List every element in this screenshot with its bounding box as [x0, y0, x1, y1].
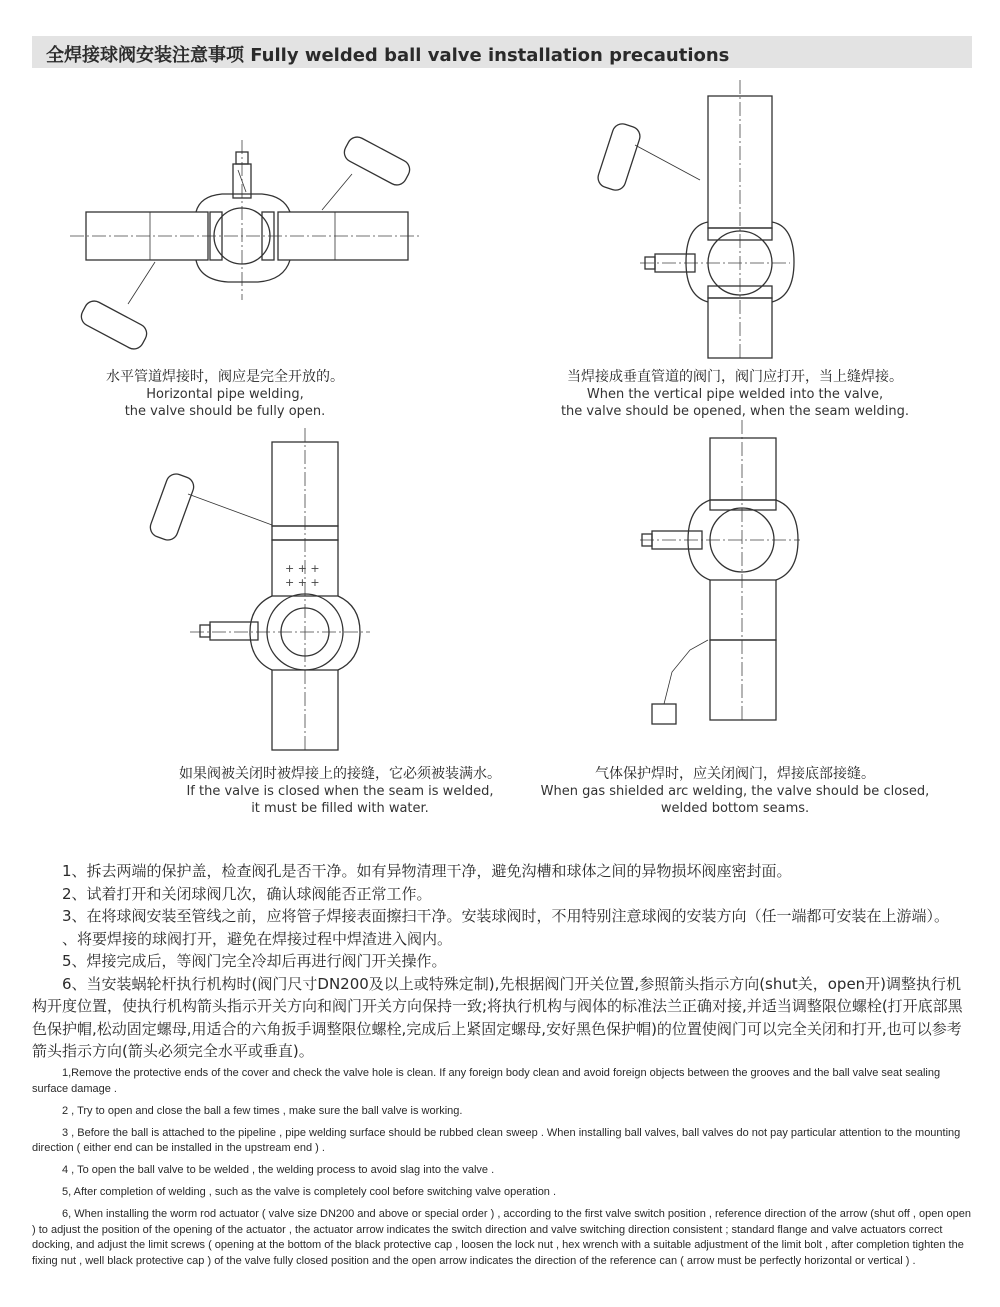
zh-item: 3、在将球阀安装至管线之前，应将管子焊接表面擦扫干净。安装球阀时，不用特别注意球阀的安装方向（任一端都可安装在上游端）。	[62, 907, 950, 925]
caption-en-line-2: welded bottom seams.	[660, 801, 810, 816]
caption-en-line-2: the valve should be fully open.	[124, 404, 326, 419]
caption-en-line-2: it must be filled with water.	[251, 801, 429, 816]
english-instructions	[32, 1066, 974, 1276]
figure-caption-1	[40, 369, 410, 420]
caption-en-line-1: When the vertical pipe welded into the valve,	[586, 387, 884, 402]
figure-caption-3	[130, 766, 550, 817]
svg-text:+ + +: + + +	[285, 562, 320, 575]
en-item: 2 , Try to open and close the ball a few times , make sure the ball valve is working.	[62, 1104, 463, 1117]
chinese-instructions	[32, 860, 972, 1063]
page-title: 全焊接球阀安装注意事项 Fully welded ball valve installation precautions	[46, 45, 730, 66]
figure-gas-shielded-welding-drawing	[640, 420, 800, 724]
caption-en-line-2: the valve should be opened, when the seam welding.	[560, 404, 910, 419]
zh-item: 6、当安装蜗轮杆执行机构时(阀门尺寸DN200及以上或特殊定制),先根据阀门开关位置,参照箭头指示方向(shut关，open开)调整执行机构开度位置，使执行机构箭头指示开关方向和阀门开关方向保持一致;将执行机构与阀体的标准法兰正确对接,并适当调整限位螺栓(打开底部黑色保护帽,松动固定螺母,用适合的六角扳手调整限位螺栓,完成后上紧固定螺母,安好黑色保护帽)的位置使阀门可以完全关闭和打开,也可以参考箭头指示方向(箭头必须完全水平或垂直)。	[32, 974, 963, 1060]
en-item: 1,Remove the protective ends of the cover and check the valve hole is clean. If any foreign body clean and avoid foreign objects between the grooves and the ball valve seat sealing surface damage .	[32, 1067, 941, 1095]
caption-zh: 如果阀被关闭时被焊接上的接缝，它必须被装满水。	[179, 766, 501, 782]
figure-caption-4	[510, 766, 960, 817]
caption-zh: 水平管道焊接时，阀应是完全开放的。	[106, 369, 344, 385]
caption-en-line-1: When gas shielded arc welding, the valve should be closed,	[540, 784, 930, 799]
en-item: 3 , Before the ball is attached to the pipeline , pipe welding surface should be rubbed clean sweep . When installing ball valves, ball valves do not pay particular attention to the mounting direction ( either end can be installed in the upstream end ) .	[32, 1126, 961, 1154]
en-item: 5, After completion of welding , such as the valve is completely cool before switching valve operation .	[62, 1186, 557, 1198]
figure-caption-2	[510, 369, 960, 420]
figure-vertical-pipe-open-drawing	[595, 80, 794, 360]
caption-zh: 当焊接成垂直管道的阀门，阀门应打开，当上缝焊接。	[567, 369, 903, 385]
zh-item: 2、试着打开和关闭球阀几次，确认球阀能否正常工作。	[62, 884, 432, 903]
en-item: 6, When installing the worm rod actuator ( valve size DN200 and above or special order ) , according to the first valve switch position , reference direction of the arrow (shut off , open open ) to adjust the position of the opening of the actuator , the actuator arrow indicates the switch direction and valve switching direction consistent ; standard flange and valve actuators correct docking, and adjust the limit screws ( opening at the bottom of the black protective cap , loosen the lock nut , hex wrench with a suitable adjustment of the limit bolt , after completion tighten the fixing nut , well black protective cap ) of the valve fully closed position and the open arrow indicates the direction of the reference can ( arrow must be perfectly horizontal or vertical ) .	[32, 1208, 971, 1267]
caption-en-line-1: Horizontal pipe welding,	[146, 387, 304, 402]
zh-item: 1、拆去两端的保护盖，检查阀孔是否干净。如有异物清理干净，避免沟槽和球体之间的异物损坏阀座密封面。	[62, 862, 792, 880]
figure-closed-valve-water-drawing	[148, 428, 370, 750]
figure-horizontal-pipe-drawing	[70, 134, 420, 353]
zh-item: 、将要焊接的球阀打开，避免在焊接过程中焊渣进入阀内。	[62, 929, 453, 948]
svg-text:+ + +: + + +	[285, 576, 320, 589]
en-item: 4 , To open the ball valve to be welded , the welding process to avoid slag into the valve .	[62, 1164, 495, 1176]
zh-item: 5、焊接完成后，等阀门完全冷却后再进行阀门开关操作。	[62, 952, 447, 970]
caption-zh: 气体保护焊时，应关闭阀门，焊接底部接缝。	[595, 766, 875, 782]
caption-en-line-1: If the valve is closed when the seam is welded,	[186, 784, 494, 799]
